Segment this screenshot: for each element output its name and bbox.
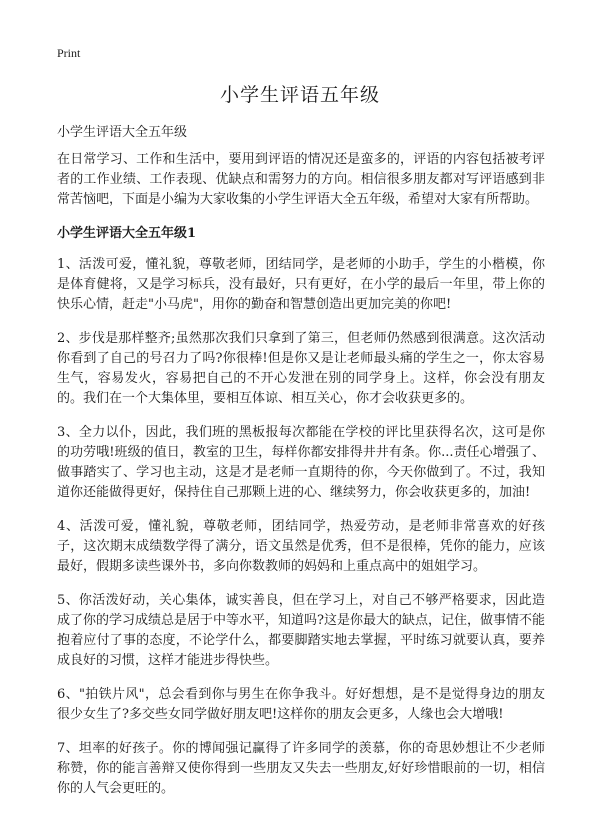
intro-paragraph: 在日常学习、工作和生活中，要用到评语的情况还是蛮多的，评语的内容包括被考评者的工作业绩、工作表现、优缺点和需努力的方向。相信很多朋友都对写评语感到非常苦恼吧，下面是小编为大家收集的小学生评语大全五年级，希望对大家有所帮助。 bbox=[57, 152, 545, 207]
comment-item-6: 6、"拍铁片风"，总会看到你与男生在你争我斗。好好想想，是不是觉得身边的朋友很少女生了?多交些女同学做好朋友吧!这样你的朋友会更多，人缘也会大增哦! bbox=[57, 687, 545, 722]
comment-item-4: 4、活泼可爱，懂礼貌，尊敬老师，团结同学，热爱劳动，是老师非常喜欢的好孩子，这次期末成绩数学得了满分，语文虽然是优秀，但不是很棒，凭你的能力，应该最好，假期多读些课外书，多向你数教师的妈妈和上重点高中的姐姐学习。 bbox=[57, 519, 545, 574]
comment-item-3: 3、全力以仆，因此，我们班的黑板报每次都能在学校的评比里获得名次，这可是你的功劳哦!班级的值日，教室的卫生，每样你都安排得井井有条。你...责任心增强了、做事踏实了、学习也主动，这是才是老师一直期待的你，今天你做到了。不过，我知道你还能做得更好，保持住自己那颗上进的心、继续努力，你会收获更多的，加油! bbox=[57, 425, 545, 500]
comment-item-2: 2、步伐是那样整齐;虽然那次我们只拿到了第三，但老师仍然感到很满意。这次活动你看到了自己的号召力了吗?你很棒!但是你又是让老师最头痛的学生之一，你太容易生气，容易发火，容易把自己的不开心发泄在别的同学身上。这样，你会没有朋友的。我们在一个大集体里，要相互体谅、相互关心，你才会收获更多的。 bbox=[57, 331, 545, 406]
article-body bbox=[57, 150, 545, 813]
print-link[interactable]: Print bbox=[57, 46, 81, 60]
comment-item-5: 5、你活泼好动，关心集体，诚实善良，但在学习上，对自己不够严格要求，因此造成了你的学习成绩总是居于中等水平，知道吗?这是你最大的缺点，记住，做事情不能抱着应付了事的态度，不论学什么，都要脚踏实地去掌握，平时练习就要认真，要养成良好的习惯，这样才能进步得快些。 bbox=[57, 593, 545, 668]
subtitle: 小学生评语大全五年级 bbox=[57, 125, 188, 140]
comment-item-7: 7、坦率的好孩子。你的博闻强记赢得了许多同学的羡慕，你的奇思妙想让不少老师称赞，你的能言善辩又使你得到一些朋友又失去一些朋友,好好珍惜眼前的一切，相信你的人气会更旺的。 bbox=[57, 741, 545, 796]
section-heading: 小学生评语大全五年级1 bbox=[57, 226, 197, 241]
page-title: 小学生评语五年级 bbox=[219, 84, 380, 106]
comment-item-1: 1、活泼可爱，懂礼貌，尊敬老师，团结同学，是老师的小助手，学生的小楷模，你是体育健将，又是学习标兵，没有最好，只有更好，在小学的最后一年里，带上你的快乐心情，赶走"小马虎"，用你的勤奋和智慧创造出更加完美的你吧! bbox=[57, 257, 545, 312]
